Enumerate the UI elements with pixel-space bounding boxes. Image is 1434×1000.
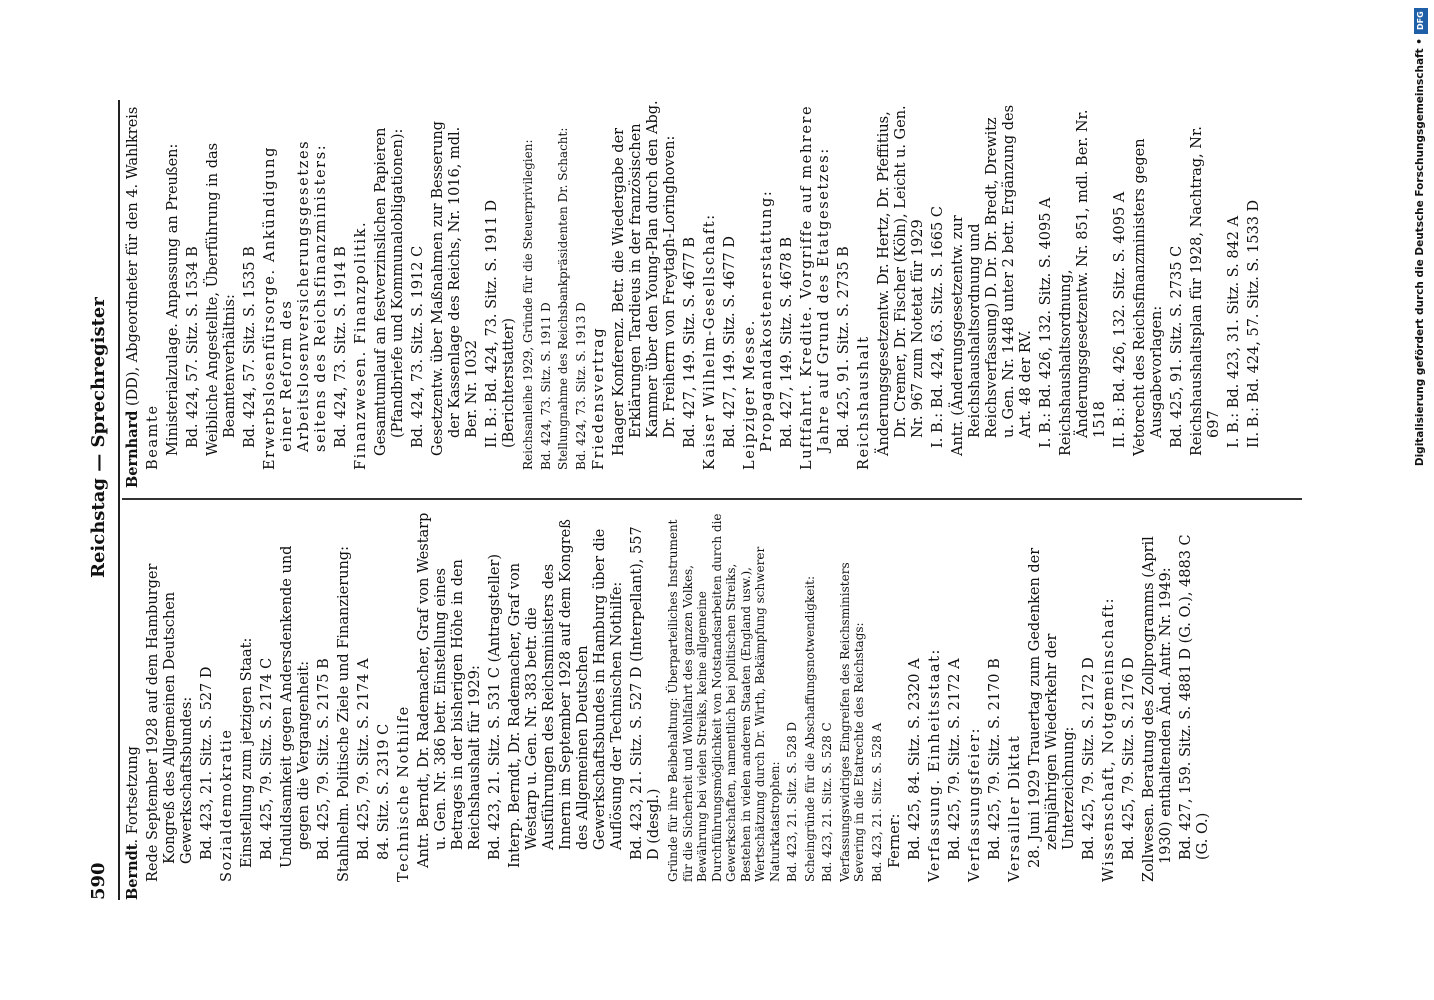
- left-column-entry: Bd. 425, 79. Sitz. S. 2175 B: [316, 658, 332, 860]
- right-column-entry: Bd. 424, 73. Sitz. S. 1914 B: [333, 246, 349, 448]
- left-column-entry: Bd. 425, 79. Sitz. S. 2170 B: [987, 658, 1003, 860]
- left-column-entry: Ferner:: [887, 813, 903, 868]
- left-column-entry: Rede September 1928 auf dem Hamburger Kongreß des Allgemeinen Deutschen Gewerkschaftsbundes:: [145, 563, 195, 882]
- left-column-entry: Versailler Diktat: [1007, 734, 1023, 882]
- left-column-entry: Bd. 423, 21. Sitz. S. 527 D (Interpellant), 557 D (desgl.): [629, 526, 662, 860]
- left-column-entry: Interp. Berndt, Dr. Rademacher, Graf von Westarp u. Gen. Nr. 383 betr. die Ausführungen des Reichsministers des Innern im September 1928 auf dem Kongreß des Allgemeinen Deutschen Gewerkschaftsbundes in Hamburg über die Auflösung der Technischen Nothilfe:: [507, 519, 625, 868]
- left-column-entry: Verfassungswidriges Eingreifen des Reichsministers Severing in die Etatrechte des Reichstags:: [837, 562, 866, 882]
- right-column-entry: Bd. 425, 91. Sitz. S. 2735 B: [836, 246, 852, 448]
- left-column-entry: Bd. 423, 21. Sitz. S. 528 A: [869, 722, 884, 882]
- left-column-entry: Bd. 425, 79. Sitz. S. 2174 A: [356, 658, 372, 860]
- right-column-entry: Bd. 427, 149. Sitz. S. 4677 B: [682, 236, 698, 448]
- left-column-entry: Bd. 425, 79. Sitz. S. 2172 D: [1081, 657, 1097, 860]
- left-column-entry: Einstellung zum jetzigen Staat:: [239, 637, 255, 868]
- left-column-entry: Antr. Berndt, Dr. Rademacher, Graf von Westarp u. Gen. Nr. 386 betr. Einstellung eines Betrages in der bisherigen Höhe in den Reichshaushalt für 1929:: [416, 512, 483, 868]
- left-column-entry: Berndt. Fortsetzung: [124, 746, 141, 900]
- right-column: [124, 100, 1266, 488]
- right-column-entry: I. B.: Bd. 424, 63. Sitz. S. 1665 C: [930, 206, 946, 448]
- left-column-entry: Verfassung. Einheitsstaat:: [927, 648, 943, 882]
- right-column-entry: Reichshaushalt: [856, 335, 872, 470]
- page-title: Reichstag — Sprechregister: [88, 297, 109, 578]
- left-column-entry: Gründe für ihre Beibehaltung: Überparteiliches Instrument für die Sicherheit und Wohlfahrt des ganzen Volkes, Bewährung bei vielen Streiks, keine allgemeine Durchführungsmöglichkeit von Notstandsarbeiten durch die Gewerkschaften, namentlich bei politischen Streiks, Bestehen in vielen anderen Staaten (England usw.), Wertschätzung durch Dr. Wirth, Bekämpfung schwerer Naturkatastrophen:: [666, 513, 782, 882]
- right-column-entry: Reichsanleihe 1929, Gründe für die Steuerprivilegien:: [521, 139, 535, 470]
- right-column-entry: Finanzwesen. Finanzpolitik.: [353, 220, 369, 470]
- right-column-entry: Bd. 424, 57. Sitz. S. 1534 B: [185, 246, 201, 448]
- right-column-entry: Stellungnahme des Reichsbankpräsidenten Dr. Schacht:: [556, 127, 570, 470]
- left-column-entry: Stahlhelm. Politische Ziele und Finanzierung:: [336, 546, 352, 882]
- left-column-entry: Wissenschaft, Notgemeinschaft:: [1101, 596, 1117, 882]
- right-column-entry: II. B.: Bd. 424, 73. Sitz. S. 1911 D (Berichterstatter): [484, 199, 517, 448]
- right-column-entry: Reichshaushaltsordnung, Änderungsgesetzentw. Nr. 851, mdl. Ber. Nr. 1518: [1058, 109, 1108, 456]
- right-column-entry: Luftfahrt. Kredite. Vorgriffe auf mehrere Jahre auf Grund des Etatgesetzes:: [799, 104, 832, 470]
- left-column-entry: Unduldsamkeit gegen Andersdenkende und gegen die Vergangenheit:: [279, 545, 312, 868]
- right-column-entry: II. B.: Bd. 424, 57. Sitz. S. 1533 D: [1246, 199, 1262, 448]
- left-column-entry: Bd. 423, 21. Sitz. S. 528 D: [785, 721, 799, 882]
- right-column-entry: Gesamtumlauf an festverzinslichen Papieren (Pfandbriefe und Kommunalobligationen):: [373, 127, 406, 456]
- right-column-entry: Bd. 425, 91. Sitz. S. 2735 C: [1169, 245, 1185, 448]
- digitization-sidebar: [1412, 8, 1432, 467]
- left-column-entry: Zollwesen. Beratung des Zollprogramms (April 1930) enthaltenden Änd. Antr. Nr. 1949:: [1141, 536, 1174, 882]
- right-column-entry: I. B.: Bd. 423, 31. Sitz. S. 842 A: [1226, 215, 1242, 448]
- left-column-entry: Bd. 425, 79. Sitz. S. 2176 D: [1121, 657, 1137, 860]
- headword: Bernhard: [124, 410, 141, 488]
- right-column-entry: Friedensvertrag: [591, 326, 607, 470]
- right-column-entry: Bd. 424, 73. Sitz. S. 1912 C: [410, 245, 426, 448]
- left-column-entry: Technische Nothilfe: [396, 705, 412, 882]
- funding-notice: Digitalisierung gefördert durch die Deutsche Forschungsgemeinschaft •: [1414, 38, 1426, 467]
- right-column-entry: Beamte: [145, 404, 161, 470]
- left-column-entry: 84. Sitz. S. 2319 C: [376, 723, 392, 860]
- right-column-entry: Bd. 424, 57. Sitz. S. 1535 B: [242, 246, 258, 448]
- dfg-logo: DFG: [1414, 8, 1428, 34]
- header-rule: [118, 100, 120, 900]
- left-column-entry: 28. Juni 1929 Trauertag zum Gedenken der zehnjährigen Wiederkehr der Unterzeichnung:: [1027, 547, 1077, 868]
- right-column-entry: Erwerbslosenfürsorge. Ankündigung einer Reform des Arbeitslosenversicherungsgesetzes seitens des Reichsfinanzministers:: [262, 139, 329, 470]
- right-column-entry: II. B.: Bd. 426, 132. Sitz. S. 4095 A: [1112, 191, 1128, 448]
- column-divider: [122, 499, 1302, 501]
- right-column-entry: Bd. 427, 149. Sitz. S. 4678 B: [779, 236, 795, 448]
- right-column-entry: Leipziger Messe. Propagandakostenerstattung:: [742, 189, 775, 470]
- right-column-entry: Bd. 424, 73. Sitz. S. 1911 D: [538, 302, 553, 470]
- right-column-entry: Bd. 424, 73. Sitz. S. 1913 D: [573, 302, 588, 470]
- right-column-entry: Kaiser Wilhelm-Gesellschaft:: [702, 213, 718, 470]
- right-column-entry: Haager Konferenz. Betr. die Wiedergabe der Erklärungen Tardieus in der französischen Kammer über den Young-Plan durch den Abg. Dr. Freiherrn von Freytagh-Loringhoven:: [611, 100, 678, 456]
- left-column-entry: Verfassungsfeier:: [967, 726, 983, 882]
- left-column-entry: Sozialdemokratie: [219, 728, 235, 882]
- left-column-entry: Bd. 425, 79. Sitz. S. 2174 C: [259, 657, 275, 860]
- right-column-entry: Bd. 427, 149. Sitz. S. 4677 D: [722, 236, 738, 448]
- page-header: [88, 60, 114, 900]
- right-column-entry: Weibliche Angestellte, Überführung in das Beamtenverhältnis:: [205, 142, 238, 456]
- headword: Berndt: [124, 843, 141, 900]
- left-column-entry: Bd. 425, 79. Sitz. S. 2172 A: [947, 658, 963, 860]
- right-column-entry: Antr. (Änderungsgesetzentw. zur Reichshaushaltsordnung und Reichsverfassung) D. Dr. Dr. Bredt, Drewitz u. Gen. Nr. 1448 unter 2 betr. Ergänzung des Art. 48 der RV.: [950, 104, 1034, 456]
- left-column-entry: Bd. 425, 84. Sitz. S. 2320 A: [907, 658, 923, 860]
- left-column-entry: Bd. 423, 21. Sitz. S. 528 C: [820, 722, 834, 882]
- left-column-entry: Scheingründe für die Abschaffungsnotwendigkeit:: [802, 575, 817, 882]
- left-column-entry: Bd. 423, 21. Sitz. S. 527 D: [199, 666, 215, 860]
- right-column-entry: Gesetzentw. über Maßnahmen zur Besserung der Kassenlage des Reichs, Nr. 1016, mdl. Ber. Nr. 1032: [430, 121, 480, 456]
- right-column-entry: Reichshaushaltsplan für 1928, Nachtrag, Nr. 697: [1189, 126, 1222, 456]
- document-page: [88, 60, 1288, 900]
- right-column-entry: I. B.: Bd. 426, 132. Sitz. S. 4095 A: [1038, 197, 1054, 448]
- left-column-entry: Bd. 427, 159. Sitz. S. 4881 D (G. O.), 4883 C (G. O.): [1178, 534, 1211, 860]
- page-number: 590: [88, 862, 109, 900]
- right-column-entry: Ministerialzulage. Anpassung an Preußen:: [165, 143, 181, 456]
- left-column: [124, 512, 1215, 900]
- right-column-entry: Änderungsgesetzentw. Dr. Hertz, Dr. Pfeffitius, Dr. Cremer, Dr. Fischer (Köln), Leicht u. Gen. Nr. 967 zum Notetat für 1929: [876, 105, 926, 456]
- left-column-entry: Bd. 423, 21. Sitz. S. 531 C (Antragsteller): [487, 553, 503, 860]
- right-column-entry: Bernhard (DD), Abgeordneter für den 4. Wahlkreis: [124, 106, 141, 488]
- right-column-entry: Vetorecht des Reichsfinanzministers gegen Ausgabevorlagen:: [1132, 138, 1165, 456]
